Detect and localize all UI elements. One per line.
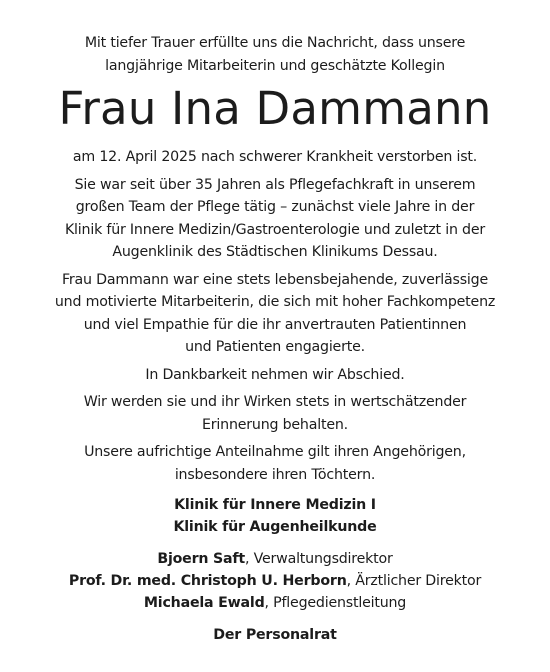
- clinic-name: Klinik für Innere Medizin I: [174, 497, 376, 513]
- clinic-names: [8, 495, 542, 538]
- intro-line: langjährige Mitarbeiterin und geschätzte Kollegin: [105, 57, 445, 74]
- condolence-paragraph: [8, 441, 542, 486]
- tribute-line: und motivierte Mitarbeiterin, die sich mit hoher Fachkompetenz: [54, 294, 496, 310]
- signer-name: Bjoern Saft: [157, 551, 245, 567]
- career-line: Sie war seit über 35 Jahren als Pflegefachkraft in unserem: [74, 176, 476, 193]
- condolence-line: Unsere aufrichtige Anteilnahme gilt ihren Angehörigen,: [84, 444, 466, 460]
- tribute-line: und Patienten engagierte.: [185, 339, 365, 355]
- career-line: Klinik für Innere Medizin/Gastroenterologie und zuletzt in der: [64, 221, 486, 238]
- signer-list: [8, 548, 542, 614]
- memory-line: Wir werden sie und ihr Wirken stets in wertschätzender: [83, 394, 467, 410]
- tribute-paragraph: [8, 269, 542, 359]
- memory-paragraph: [8, 391, 542, 436]
- signer: Bjoern Saft, Verwaltungsdirektor: [157, 551, 393, 567]
- clinic-name: Klinik für Augenheilkunde: [173, 518, 377, 535]
- career-paragraph: [8, 174, 542, 264]
- signer: Michaela Ewald, Pflegedienstleitung: [143, 595, 407, 611]
- career-line: großen Team der Pflege tätig – zunächst viele Jahre in der: [75, 199, 475, 215]
- farewell-paragraph: [8, 364, 542, 387]
- signer-role: Ärztlicher Direktor: [350, 573, 482, 589]
- intro-line: Mit tiefer Trauer erfüllte uns die Nachricht, dass unsere: [84, 35, 466, 51]
- signer-name: Prof. Dr. med. Christoph U. Herborn: [68, 573, 347, 589]
- career-line: Augenklinik des Städtischen Klinikums Dessau.: [112, 244, 438, 260]
- condolence-line: insbesondere ihren Töchtern.: [174, 466, 376, 483]
- death-line: am 12. April 2025 nach schwerer Krankheit verstorben ist.: [72, 149, 478, 165]
- death-paragraph: [8, 146, 542, 169]
- staff-council: Der Personalrat: [213, 627, 337, 643]
- signer: Prof. Dr. med. Christoph U. Herborn, Ärztlicher Direktor: [68, 573, 482, 589]
- tribute-line: Frau Dammann war eine stets lebensbejahende, zuverlässige: [61, 271, 488, 288]
- farewell-line: In Dankbarkeit nehmen wir Abschied.: [145, 366, 405, 383]
- tribute-line: und viel Empathie für die ihr anvertrauten Patientinnen: [83, 316, 467, 333]
- signer-role: Pflegedienstleitung: [268, 595, 407, 611]
- signer-name: Michaela Ewald: [143, 595, 265, 611]
- signer-role: Verwaltungsdirektor: [249, 551, 393, 567]
- memory-line: Erinnerung behalten.: [202, 416, 348, 433]
- intro-paragraph: [8, 32, 542, 77]
- deceased-name: Frau Ina Dammann: [58, 82, 492, 135]
